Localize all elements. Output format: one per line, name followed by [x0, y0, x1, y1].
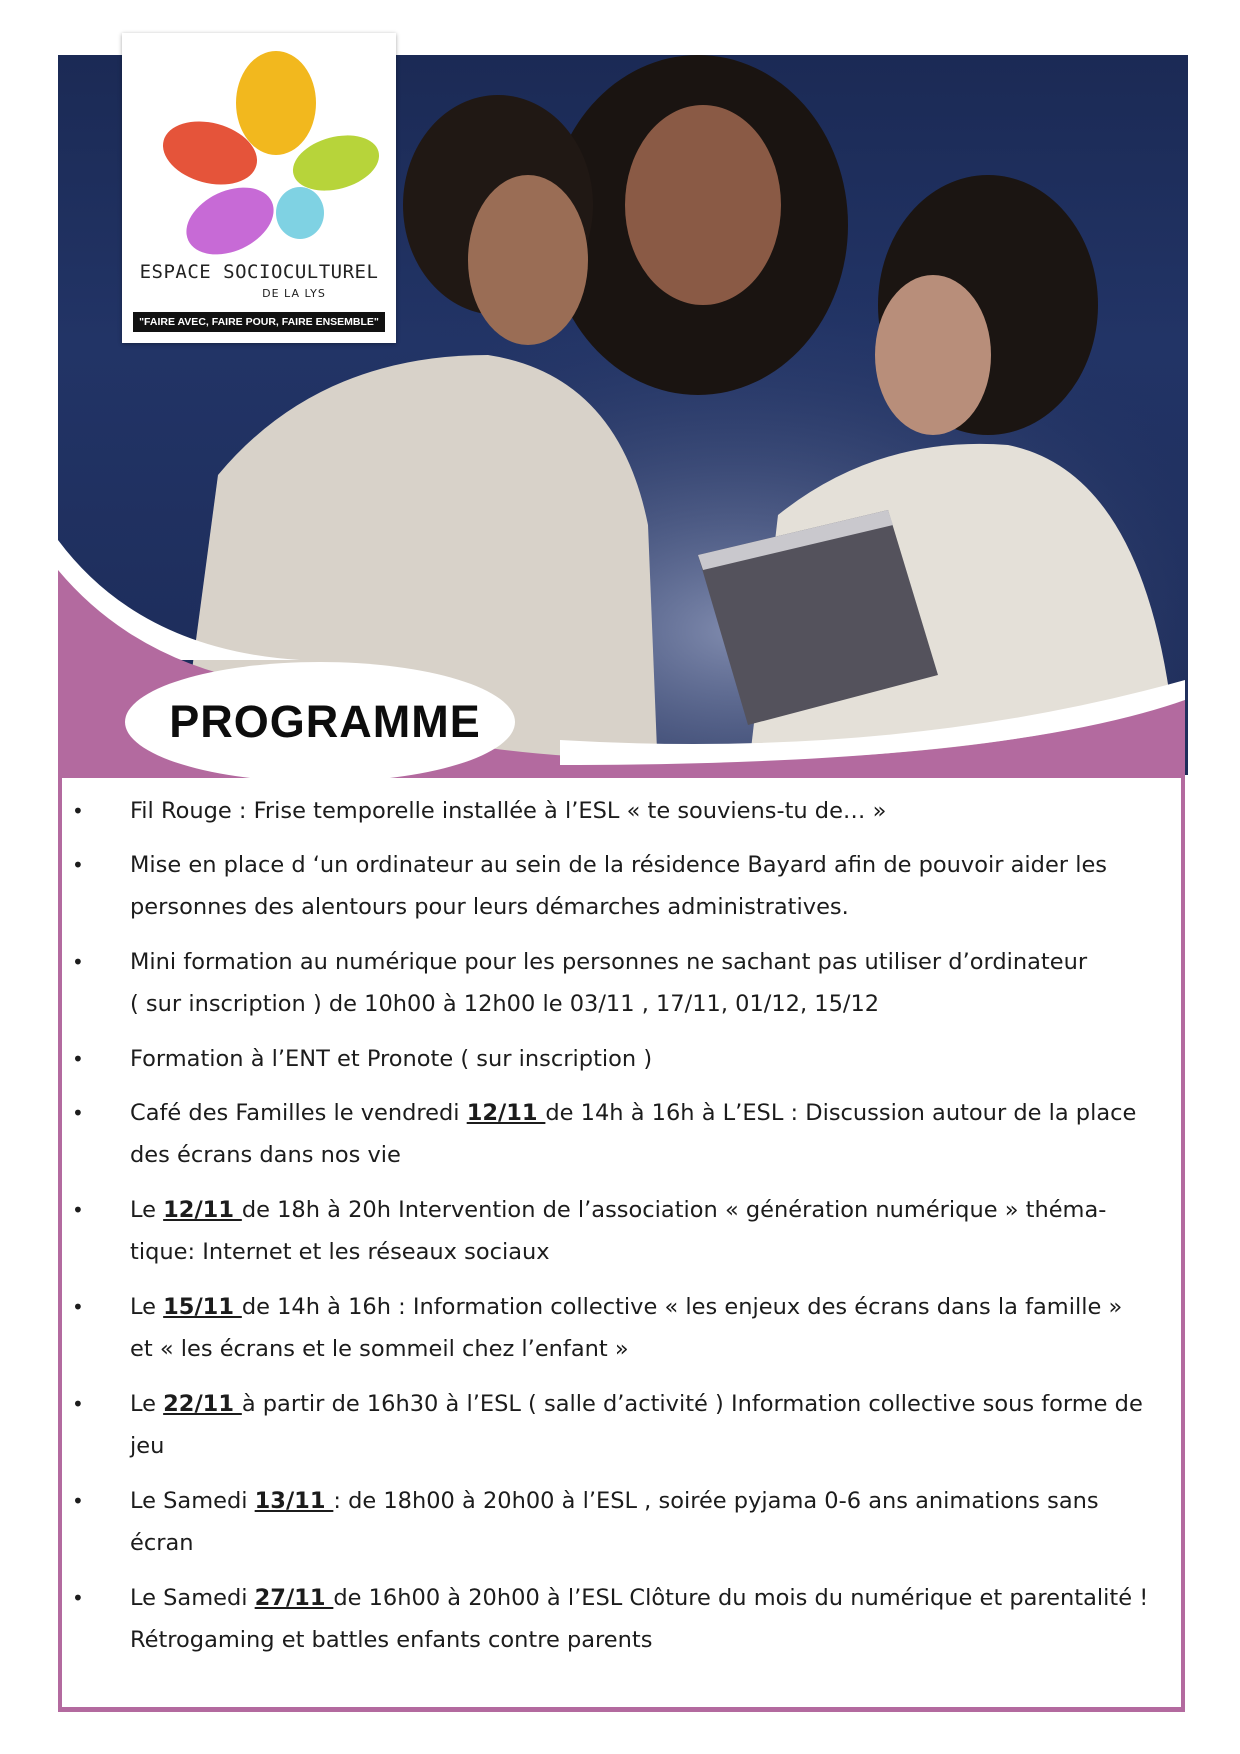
- programme-box: • Fil Rouge : Frise temporelle installée à l’ESL « te souviens-tu de… » • Mise en place d ‘un ordinateur au sein de la résidence Bayard afin de pouvoir aider les personnes des alentours pour leurs démarches administratives. • Mini formation au numérique pour les personnes ne sachant pas utiliser d’ordinateur ( sur inscription ) de 10h00 à 12h00 le 03/11 , 17/11, 01/12, 15/12 • Formation à l’ENT et Pronote ( sur inscription ) • Café des Familles le vendredi 12/11 de 14h à 16h à L’ESL : Discussion autour de la place des écrans dans nos vie • Le 12/11 de 18h à 20h Intervention de l’association « génération numérique » théma- tique: Internet et les réseaux sociaux • Le 15/11 de 14h à 16h : Information collective « les enjeux des écrans dans la famille » et « les écrans et le sommeil chez l’enfant » • Le 22/11 à partir de 16h30 à l’ESL ( salle d’activité ) Information collective sous forme de jeu • Le Samedi 13/11 : de 18h00 à 20h00 à l’ESL , soirée pyjama 0-6 ans animations sans écran • Le Samedi 27/11 de 16h00 à 20h00 à l’ESL Clôture du mois du numérique et parentalité ! Rétrogaming et battles enfants contre parents: [58, 778, 1185, 1712]
- event-date: 12/11: [163, 1197, 242, 1223]
- bullet-icon: •: [72, 1586, 84, 1610]
- bullet-icon: •: [72, 1047, 84, 1071]
- event-date: 15/11: [163, 1294, 242, 1320]
- bullet-icon: •: [72, 1489, 84, 1513]
- logo-name: ESPACE SOCIOCULTUREL: [139, 261, 379, 283]
- bullet-icon: •: [72, 950, 84, 974]
- flower-logo-icon: [122, 33, 396, 263]
- item-text: ( sur inscription ) de 10h00 à 12h00 le 03/11 , 17/11, 01/12, 15/12: [130, 991, 880, 1017]
- logo-card: [122, 33, 396, 343]
- bullet-icon: •: [72, 799, 84, 823]
- item-text: Mini formation au numérique pour les personnes ne sachant pas utiliser d’ordinateur: [130, 949, 1088, 975]
- event-date: 27/11: [254, 1585, 334, 1611]
- bullet-icon: •: [72, 1392, 84, 1416]
- logo-tagline: "FAIRE AVEC, FAIRE POUR, FAIRE ENSEMBLE": [133, 312, 385, 332]
- event-date: 12/11: [466, 1100, 546, 1126]
- item-text: personnes des alentours pour leurs démarches administratives.: [130, 894, 849, 920]
- bullet-icon: •: [72, 853, 84, 877]
- bullet-icon: •: [72, 1295, 84, 1319]
- item-text: Mise en place d ‘un ordinateur au sein de la résidence Bayard afin de pouvoir aider les: [130, 852, 1108, 878]
- programme-title: PROGRAMME: [169, 696, 481, 747]
- item-text: Fil Rouge : Frise temporelle installée à l’ESL « te souviens-tu de… »: [130, 798, 887, 824]
- event-date: 13/11: [254, 1488, 334, 1514]
- bullet-icon: •: [72, 1101, 84, 1125]
- bullet-icon: •: [72, 1198, 84, 1222]
- item-text: Formation à l’ENT et Pronote ( sur inscription ): [130, 1046, 653, 1072]
- event-date: 22/11: [163, 1391, 242, 1417]
- logo-subtitle: DE LA LYS: [262, 287, 326, 300]
